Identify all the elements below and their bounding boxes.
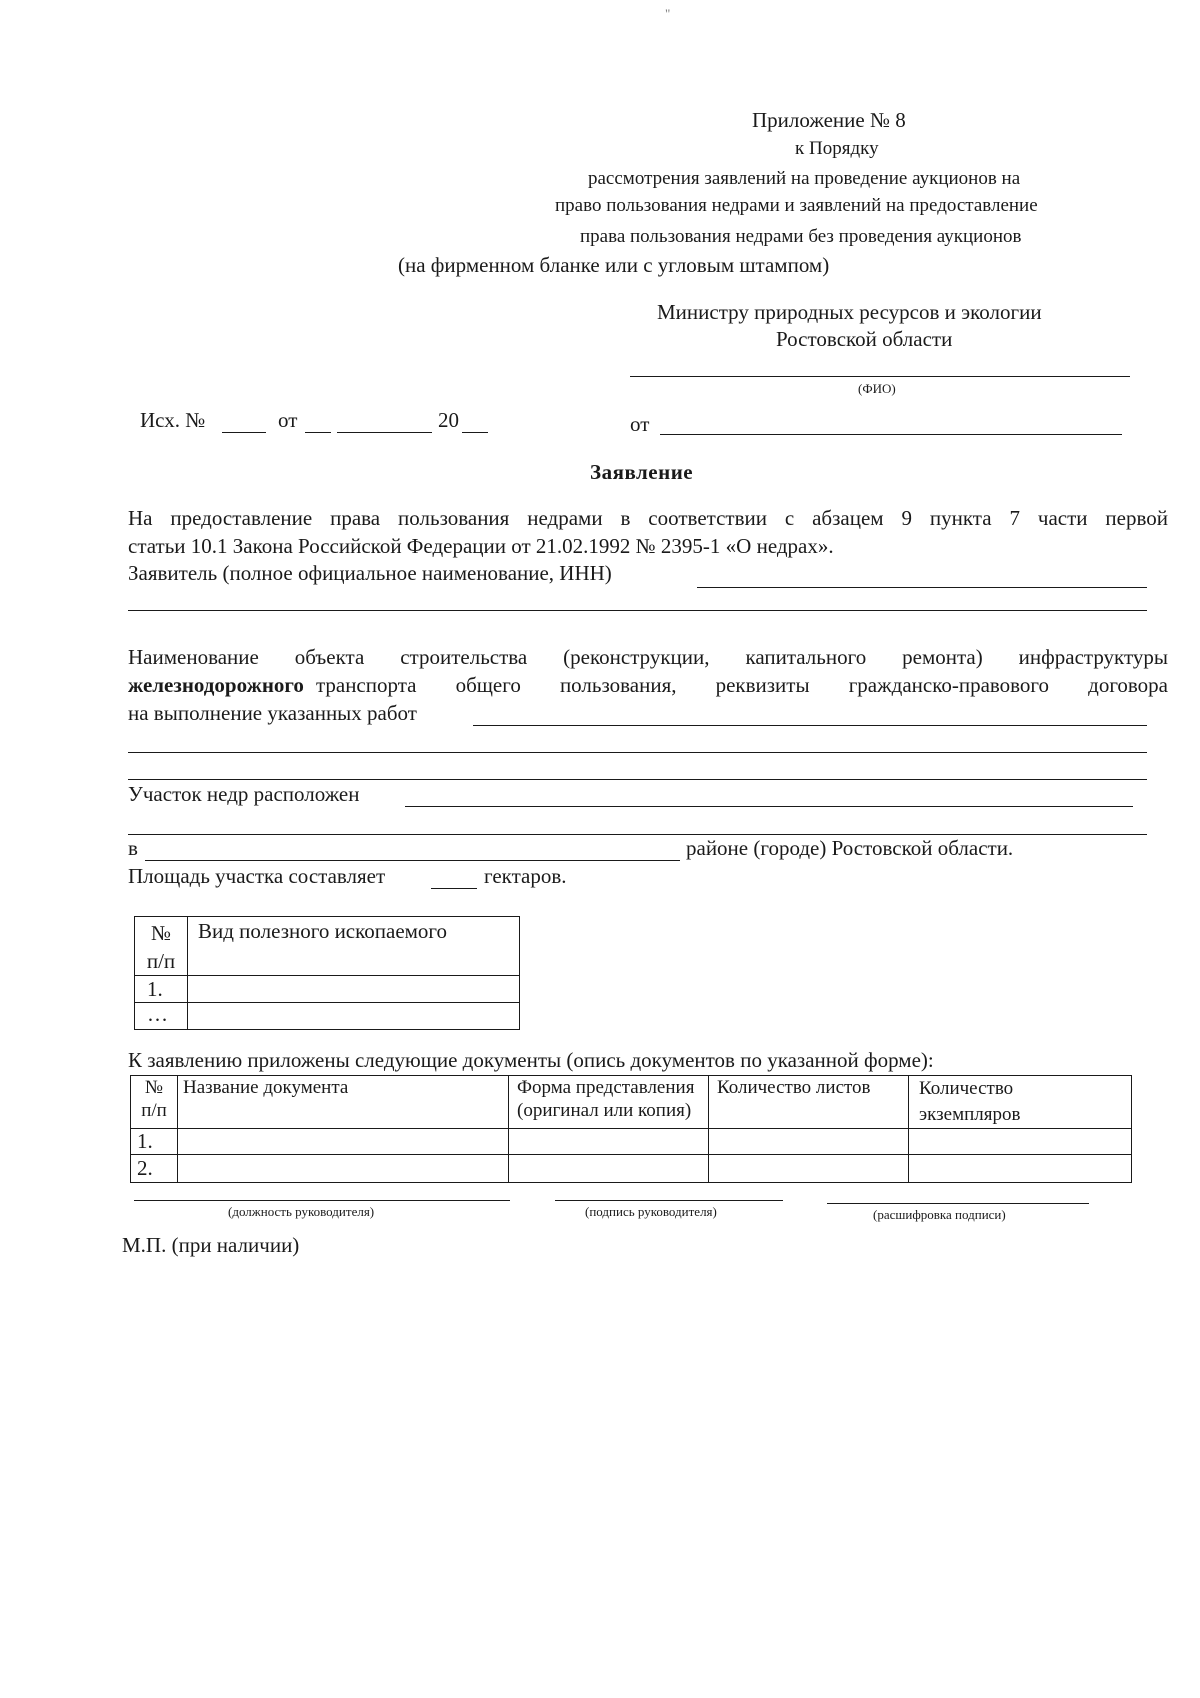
- position-caption: (должность руководителя): [228, 1204, 375, 1219]
- docs-row-2-copies-cell[interactable]: [909, 1155, 1132, 1183]
- docs-row-1-name-cell[interactable]: [178, 1129, 509, 1155]
- docs-col-form-line-2: (оригинал или копия): [517, 1100, 692, 1121]
- minerals-col-type: Вид полезного ископаемого: [188, 917, 520, 976]
- plot-location-field-continued[interactable]: [128, 834, 1147, 835]
- docs-row-1-form-cell[interactable]: [509, 1129, 709, 1155]
- minerals-col-number-line-1: №: [150, 921, 172, 945]
- head-signature-line[interactable]: [555, 1200, 783, 1201]
- docs-row-2-form-cell[interactable]: [509, 1155, 709, 1183]
- docs-row-1-copies-cell[interactable]: [909, 1129, 1132, 1155]
- order-title-line-3: права пользования недрами без проведения аукционов: [580, 226, 1022, 247]
- docs-col-copies-line-1: Количество: [919, 1078, 1014, 1099]
- docs-col-form: [509, 1076, 709, 1129]
- docs-col-name: Название документа: [178, 1076, 509, 1129]
- outgoing-year-prefix: 20: [438, 408, 459, 432]
- applicant-label: Заявитель (полное официальное наименование, ИНН): [128, 561, 612, 585]
- fio-caption: (ФИО): [858, 381, 896, 396]
- document-title: Заявление: [590, 460, 694, 484]
- letterhead-note: (на фирменном бланке или с угловым штампом): [398, 253, 830, 277]
- decoding-caption: (расшифровка подписи): [873, 1207, 1006, 1222]
- applicant-field[interactable]: [697, 587, 1147, 588]
- applicant-field-continued[interactable]: [128, 610, 1147, 611]
- object-line-1: Наименование объекта строительства (реконструкции, капитального ремонта) инфраструктуры: [128, 645, 1168, 669]
- order-title-line-2: право пользования недрами и заявлений на предоставление: [555, 195, 1038, 216]
- district-field[interactable]: [145, 860, 680, 861]
- table-row: [131, 1155, 1132, 1183]
- table-row: [135, 1003, 520, 1030]
- object-line-2: [128, 673, 1168, 698]
- table-row: [135, 976, 520, 1003]
- area-label: Площадь участка составляет: [128, 864, 386, 888]
- outgoing-ref-field[interactable]: [222, 432, 266, 433]
- district-suffix: районе (городе) Ростовской области.: [686, 836, 1014, 860]
- minerals-table-header: [135, 917, 520, 976]
- position-signature-line[interactable]: [134, 1200, 510, 1201]
- documents-table-header: [131, 1076, 1132, 1129]
- signature-decoding-line[interactable]: [827, 1203, 1089, 1204]
- outgoing-date-label: от: [278, 408, 298, 432]
- outgoing-year-field[interactable]: [462, 432, 488, 433]
- appendix-to-order: к Порядку: [795, 138, 879, 159]
- district-in-label: в: [128, 836, 138, 860]
- object-line-2-rest: транспорта общего пользования, реквизиты гражданско-правового договора: [315, 673, 1168, 697]
- minerals-row-1-number: 1.: [135, 976, 188, 1003]
- docs-row-2-sheets-cell[interactable]: [709, 1155, 909, 1183]
- object-field-continued-2[interactable]: [128, 779, 1147, 780]
- addressee-name-line[interactable]: [630, 376, 1130, 377]
- order-title-line-1: рассмотрения заявлений на проведение аукционов на: [588, 168, 1021, 189]
- appendix-number: Приложение № 8: [752, 108, 906, 132]
- addressee-line-2: Ростовской области: [776, 327, 953, 351]
- minerals-row-1-type-cell[interactable]: [188, 976, 520, 1003]
- object-field-continued-1[interactable]: [128, 752, 1147, 753]
- signature-caption: (подпись руководителя): [585, 1204, 717, 1219]
- outgoing-day-field[interactable]: [305, 432, 331, 433]
- minerals-col-number-line-2: п/п: [146, 949, 176, 973]
- docs-row-1-sheets-cell[interactable]: [709, 1129, 909, 1155]
- docs-col-sheets: Количество листов: [709, 1076, 909, 1129]
- docs-row-1-number: 1.: [131, 1129, 178, 1155]
- request-line-1: На предоставление права пользования недрами в соответствии с абзацем 9 пункта 7 части первой: [128, 506, 1168, 530]
- object-field[interactable]: [473, 725, 1147, 726]
- table-row: [131, 1129, 1132, 1155]
- docs-col-form-line-1: Форма представления: [517, 1077, 695, 1098]
- sender-from-label: от: [630, 412, 650, 436]
- documents-intro: К заявлению приложены следующие документы (опись документов по указанной форме):: [128, 1048, 934, 1072]
- docs-col-number-line-2: п/п: [141, 1100, 167, 1121]
- plot-location-label: Участок недр расположен: [128, 782, 360, 806]
- minerals-row-2-number: …: [135, 1003, 188, 1030]
- object-bold-word: железнодорожного: [128, 673, 304, 697]
- docs-col-number: [131, 1076, 178, 1129]
- docs-col-copies-line-2: экземпляров: [919, 1104, 1021, 1125]
- sender-field[interactable]: [660, 434, 1122, 435]
- scan-mark: ": [665, 6, 671, 21]
- plot-location-field[interactable]: [405, 806, 1133, 807]
- area-field[interactable]: [431, 888, 477, 889]
- outgoing-ref-label: Исх. №: [140, 408, 206, 432]
- object-line-3: на выполнение указанных работ: [128, 701, 417, 725]
- minerals-col-number: [135, 917, 188, 976]
- docs-row-2-number: 2.: [131, 1155, 178, 1183]
- docs-row-2-name-cell[interactable]: [178, 1155, 509, 1183]
- minerals-table: [134, 916, 520, 1030]
- documents-table: [130, 1075, 1132, 1183]
- seal-note: М.П. (при наличии): [122, 1233, 300, 1257]
- area-unit: гектаров.: [484, 864, 567, 888]
- minerals-row-2-type-cell[interactable]: [188, 1003, 520, 1030]
- docs-col-copies: [909, 1076, 1132, 1129]
- request-line-2: статьи 10.1 Закона Российской Федерации от 21.02.1992 № 2395-1 «О недрах».: [128, 534, 834, 558]
- addressee-line-1: Министру природных ресурсов и экологии: [657, 300, 1042, 324]
- outgoing-month-field[interactable]: [337, 432, 432, 433]
- docs-col-number-line-1: №: [144, 1077, 164, 1098]
